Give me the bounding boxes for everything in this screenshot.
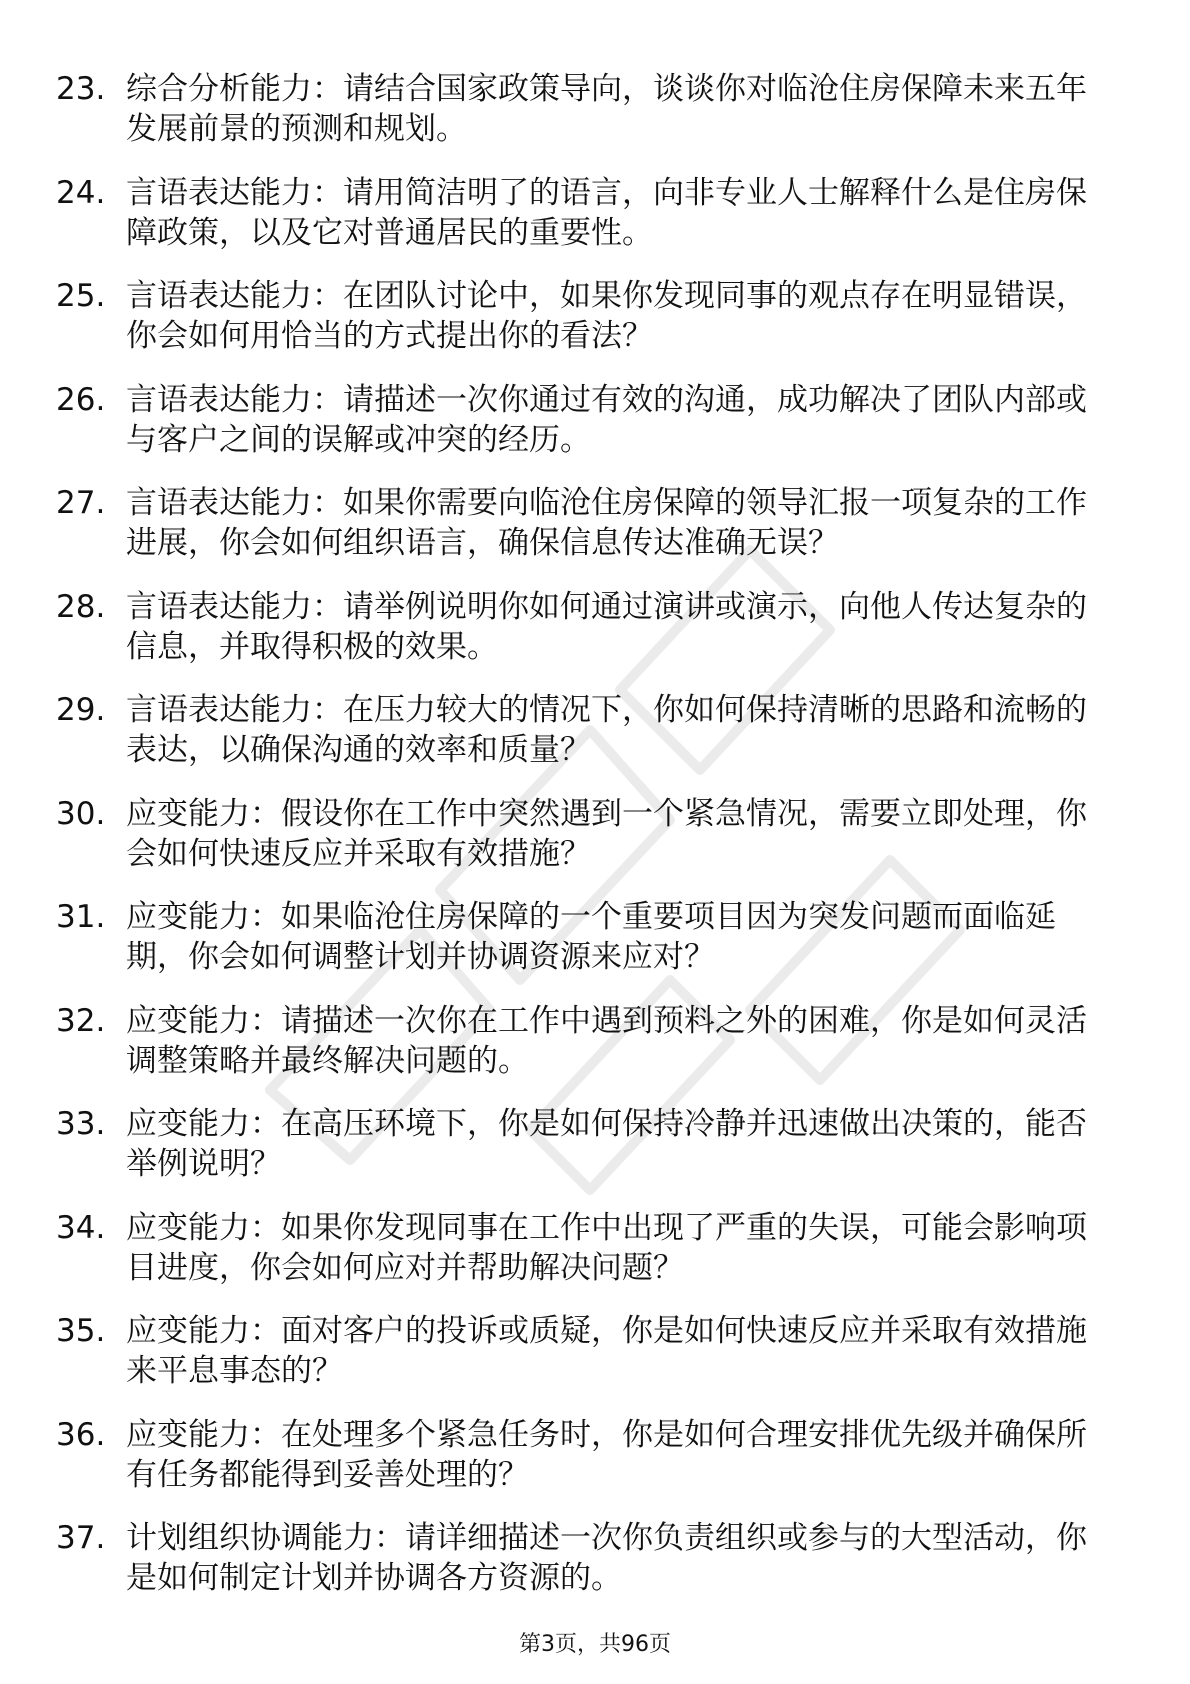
question-number: 37. — [56, 1520, 106, 1556]
question-text: 应变能力：面对客户的投诉或质疑，你是如何快速反应并采取有效措施来平息事态的？ — [126, 1313, 1087, 1389]
page-number-footer: 第3页，共96页 — [519, 1632, 671, 1657]
question-number: 34. — [56, 1209, 106, 1246]
question-number: 36. — [56, 1416, 106, 1453]
question-item — [56, 1518, 1116, 1622]
question-number: 32. — [56, 1002, 106, 1039]
question-item — [56, 1104, 1116, 1208]
question-item — [56, 276, 1116, 380]
question-list — [56, 69, 1116, 1622]
question-text: 计划组织协调能力：请详细描述一次你负责组织或参与的大型活动，你是如何制定计划并协调各方资源的。 — [126, 1520, 1087, 1596]
question-number: 26. — [56, 381, 106, 418]
question-item — [56, 1415, 1116, 1519]
question-text: 应变能力：在处理多个紧急任务时，你是如何合理安排优先级并确保所有任务都能得到妥善处理的？ — [126, 1416, 1087, 1493]
question-item — [56, 794, 1116, 898]
question-text: 言语表达能力：在团队讨论中，如果你发现同事的观点存在明显错误，你会如何用恰当的方式提出你的看法？ — [126, 278, 1087, 354]
question-item — [56, 1208, 1116, 1312]
question-number: 33. — [56, 1106, 106, 1142]
question-number: 28. — [56, 588, 106, 625]
question-text: 应变能力：在高压环境下，你是如何保持冷静并迅速做出决策的，能否举例说明？ — [126, 1106, 1087, 1182]
question-item — [56, 1311, 1116, 1415]
question-item — [56, 587, 1116, 691]
question-number: 23. — [56, 71, 106, 107]
question-number: 31. — [56, 899, 106, 935]
question-text: 应变能力：假设你在工作中突然遇到一个紧急情况，需要立即处理，你会如何快速反应并采取有效措施？ — [126, 795, 1087, 872]
question-item — [56, 897, 1116, 1001]
question-number: 29. — [56, 692, 106, 728]
question-text: 言语表达能力：在压力较大的情况下，你如何保持清晰的思路和流畅的表达，以确保沟通的效率和质量？ — [126, 692, 1087, 768]
question-text: 言语表达能力：请举例说明你如何通过演讲或演示，向他人传达复杂的信息，并取得积极的效果。 — [126, 588, 1087, 665]
question-number: 25. — [56, 278, 106, 314]
question-item — [56, 69, 1116, 173]
question-text: 应变能力：请描述一次你在工作中遇到预料之外的困难，你是如何灵活调整策略并最终解决问题的。 — [126, 1002, 1087, 1079]
question-text: 言语表达能力：如果你需要向临沧住房保障的领导汇报一项复杂的工作进展，你会如何组织语言，确保信息传达准确无误？ — [126, 485, 1087, 561]
question-text: 应变能力：如果你发现同事在工作中出现了严重的失误，可能会影响项目进度，你会如何应对并帮助解决问题？ — [126, 1209, 1087, 1286]
question-text: 言语表达能力：请描述一次你通过有效的沟通，成功解决了团队内部或与客户之间的误解或冲突的经历。 — [126, 381, 1087, 458]
question-text: 言语表达能力：请用简洁明了的语言，向非专业人士解释什么是住房保障政策，以及它对普通居民的重要性。 — [126, 174, 1087, 251]
question-text: 应变能力：如果临沧住房保障的一个重要项目因为突发问题而面临延期，你会如何调整计划并协调资源来应对？ — [126, 899, 1056, 975]
question-number: 27. — [56, 485, 106, 521]
question-number: 24. — [56, 174, 106, 211]
question-item — [56, 173, 1116, 277]
question-number: 30. — [56, 795, 106, 832]
question-item — [56, 690, 1116, 794]
question-text: 综合分析能力：请结合国家政策导向，谈谈你对临沧住房保障未来五年发展前景的预测和规划。 — [126, 71, 1087, 147]
question-item — [56, 380, 1116, 484]
question-number: 35. — [56, 1313, 106, 1349]
question-item — [56, 1001, 1116, 1105]
question-item — [56, 483, 1116, 587]
